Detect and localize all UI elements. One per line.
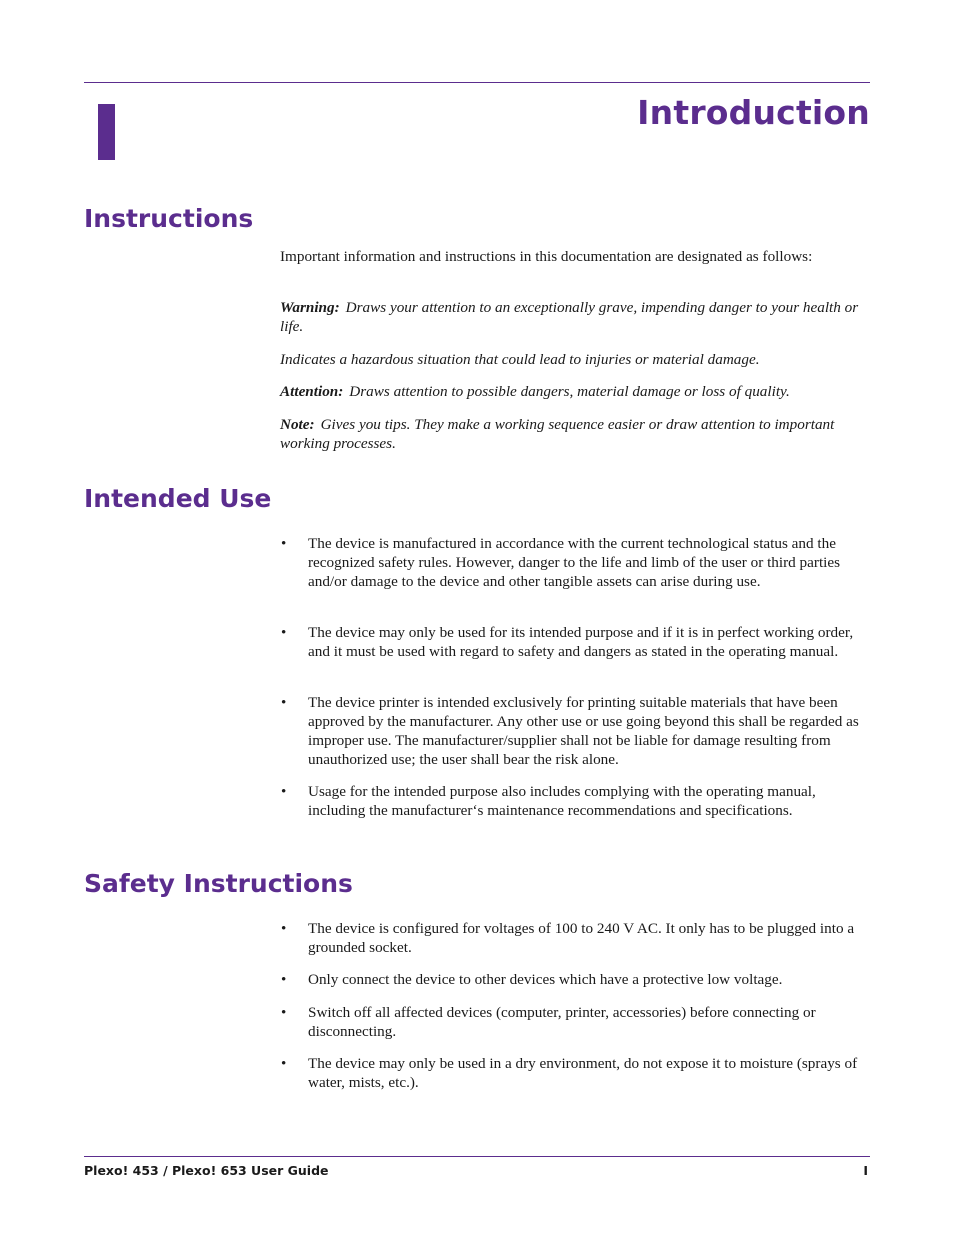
list-item: • The device is manufactured in accordance with the current technological status and the recognized safety rules. However, danger to the life and limb of the user or third parties and/or damage to the device and other tangible assets can arise during use. <box>281 535 841 590</box>
section-heading-intended-use: Intended Use <box>84 484 272 513</box>
section-heading-instructions: Instructions <box>84 204 254 233</box>
list-item: • The device may only be used for its intended purpose and if it is in perfect working order, and it must be used with regard to safety and dangers as stated in the operating manual. <box>281 624 854 660</box>
header-rule <box>84 82 870 83</box>
warning-label: Warning: <box>280 299 340 316</box>
warning-paragraph <box>280 298 870 336</box>
chapter-number-bar <box>98 104 115 160</box>
note-paragraph <box>280 415 870 453</box>
section-heading-safety: Safety Instructions <box>84 869 353 898</box>
list-item: • Only connect the device to other devices which have a protective low voltage. <box>281 971 783 988</box>
footer-title: Plexo! 453 / Plexo! 653 User Guide <box>84 1163 329 1178</box>
footer-page-number: I <box>863 1163 868 1178</box>
attention-label: Attention: <box>280 383 344 400</box>
chapter-title: Introduction <box>637 93 870 132</box>
caution-paragraph: Indicates a hazardous situation that could lead to injuries or material damage. <box>280 351 760 368</box>
warning-text: Draws your attention to an exceptionally grave, impending danger to your health or life. <box>280 299 859 335</box>
attention-paragraph <box>280 382 870 401</box>
list-item: • Usage for the intended purpose also includes complying with the operating manual, including the manufacturer‘s maintenance recommendations and specifications. <box>281 783 816 819</box>
note-label: Note: <box>280 416 315 433</box>
list-item: • The device printer is intended exclusively for printing suitable materials that have been approved by the manufacturer. Any other use or use going beyond this shall be regarded as improper use. The manufacturer/supplier shall not be liable for damage resulting from unauthorized use; the user shall bear the risk alone. <box>281 694 859 768</box>
attention-text: Draws attention to possible dangers, material damage or loss of quality. <box>349 383 790 400</box>
list-item: • The device is configured for voltages of 100 to 240 V AC. It only has to be plugged into a grounded socket. <box>281 920 855 956</box>
instructions-intro: Important information and instructions in this documentation are designated as follows: <box>280 248 813 265</box>
list-item: • Switch off all affected devices (computer, printer, accessories) before connecting or disconnecting. <box>281 1004 816 1040</box>
note-text: Gives you tips. They make a working sequence easier or draw attention to important working processes. <box>280 416 835 452</box>
list-item: • The device may only be used in a dry environment, do not expose it to moisture (sprays of water, mists, etc.). <box>281 1055 858 1091</box>
footer-rule <box>84 1156 870 1157</box>
